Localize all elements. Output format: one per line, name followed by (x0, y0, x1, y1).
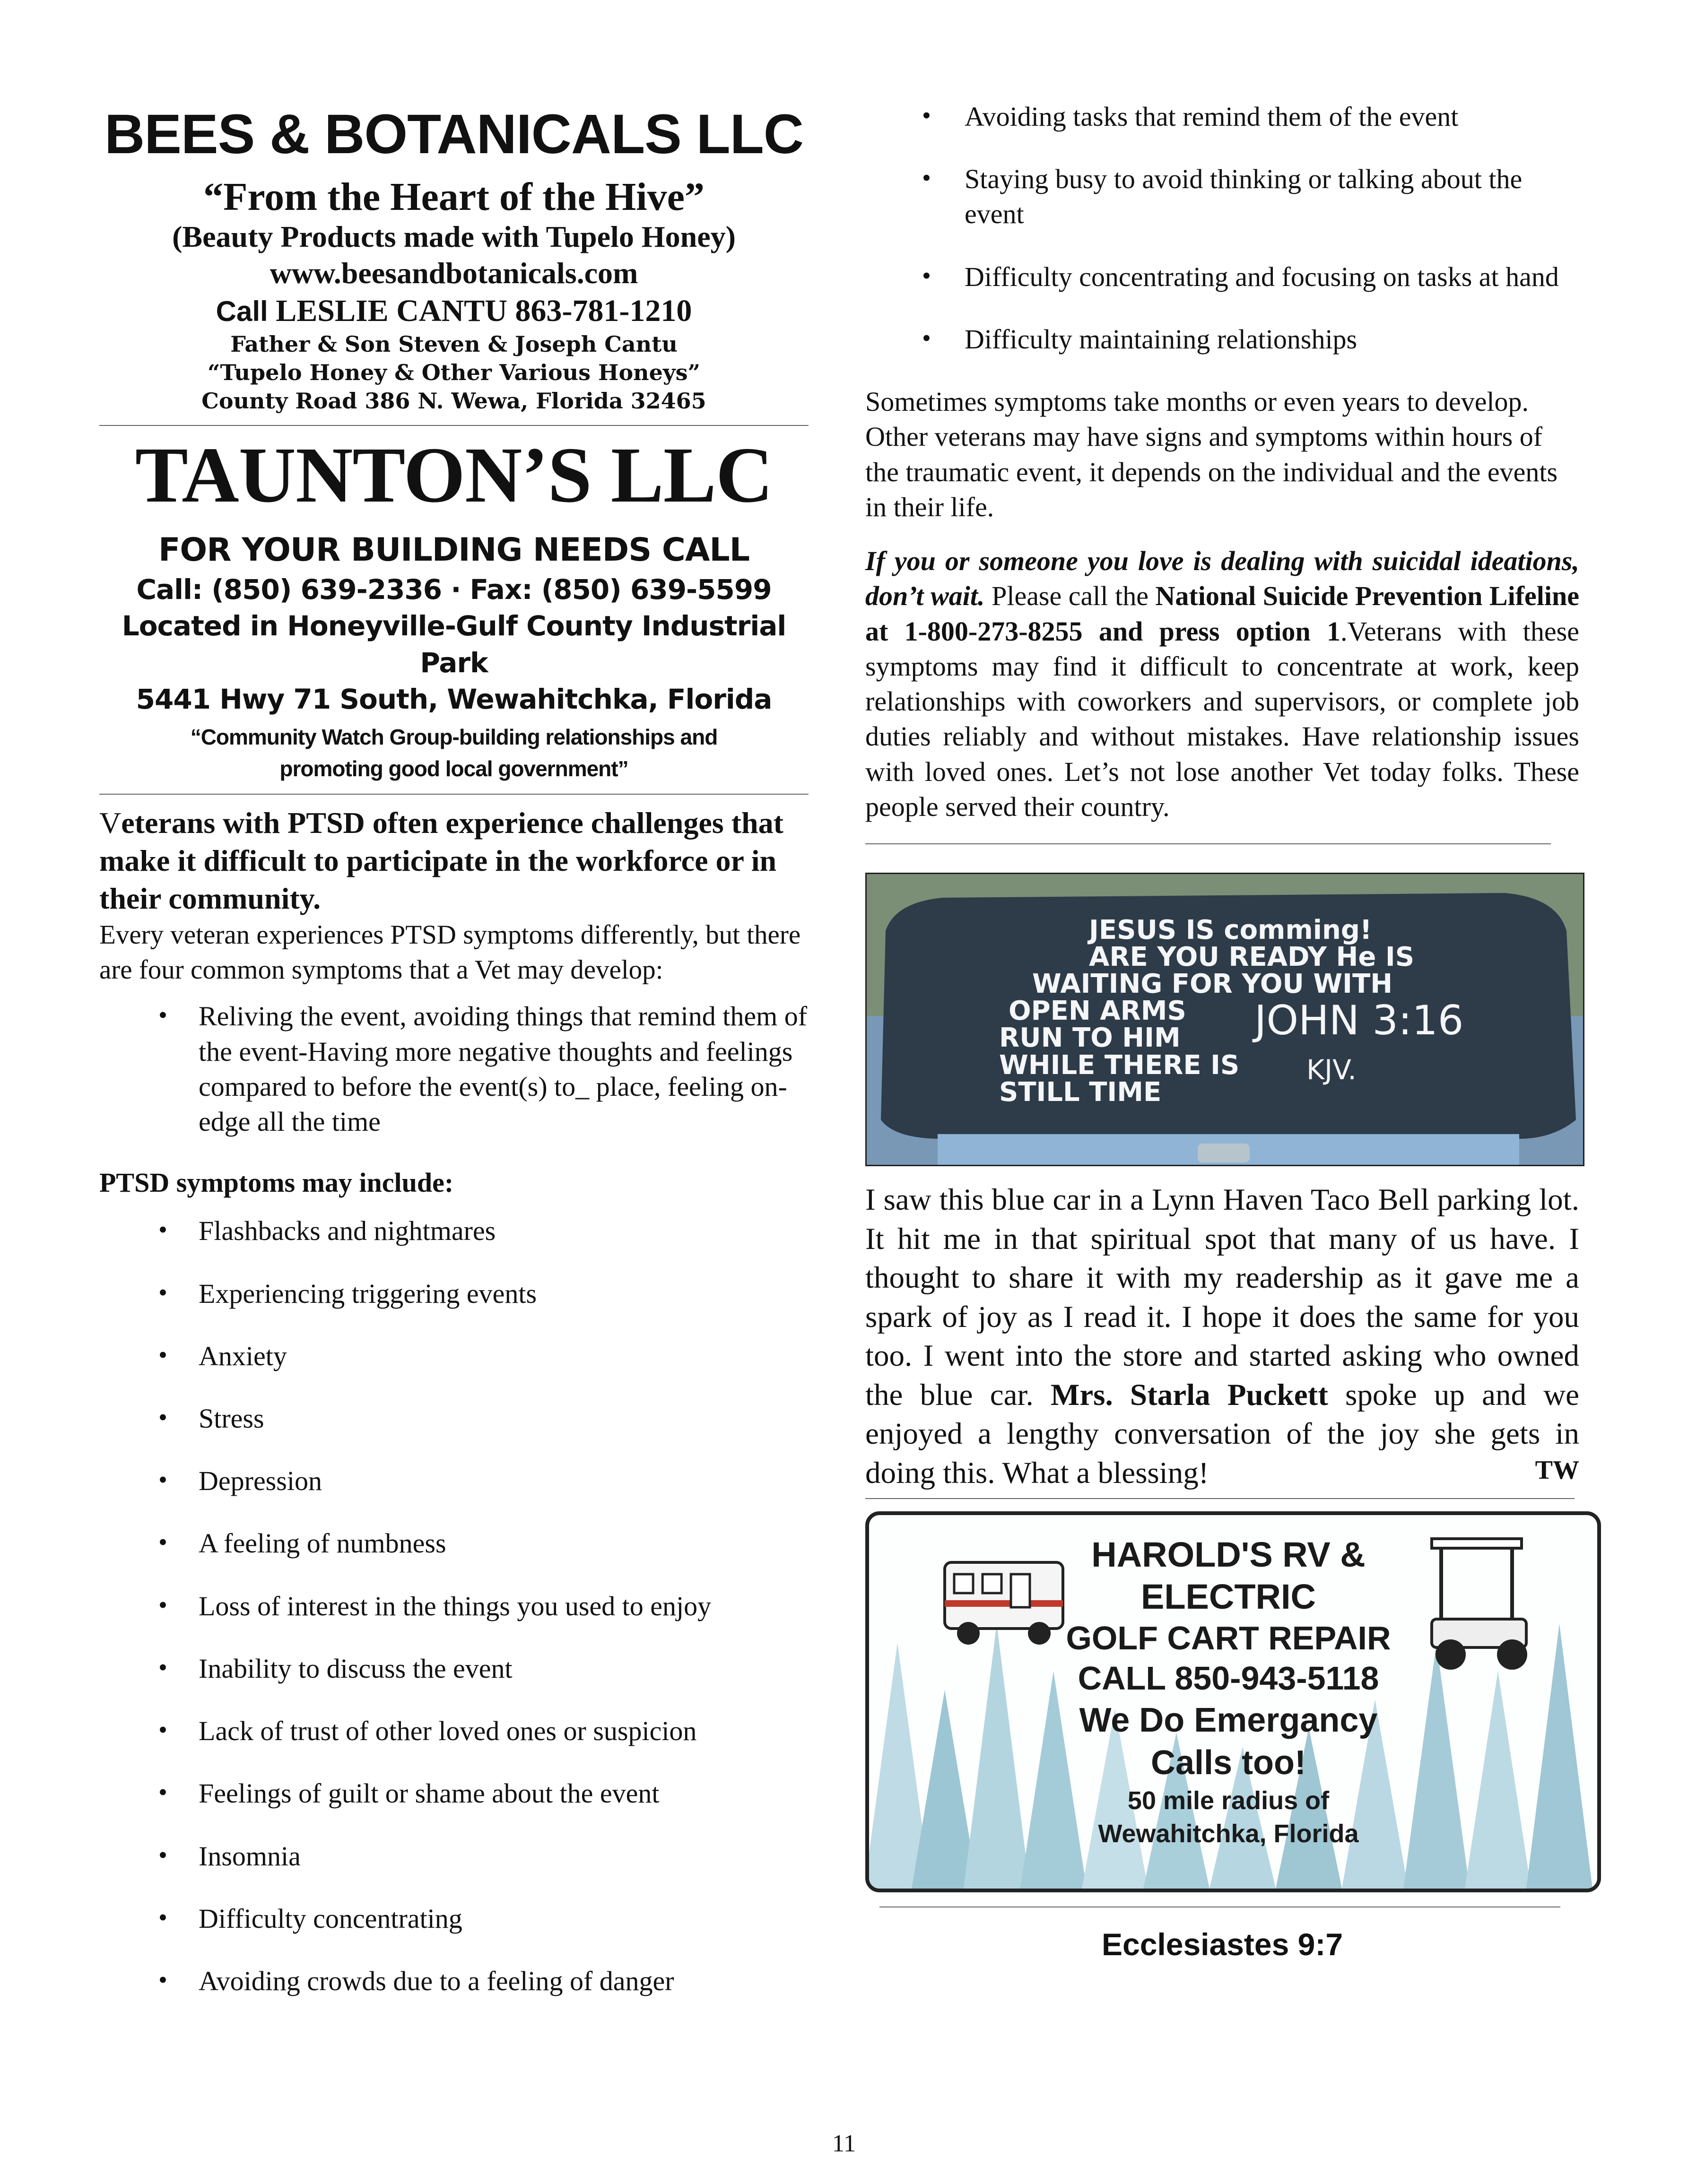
list-item: • Insomnia (99, 1839, 809, 1874)
list-item: • Difficulty concentrating (99, 1901, 809, 1936)
harold-ad-location: Wewahitchka, Florida (1098, 1819, 1359, 1848)
tauntons-ad-quote-line2: promoting good local government” (279, 756, 628, 781)
window-line: WHILE THERE IS (999, 1049, 1240, 1081)
harold-ad-text (1049, 1534, 1408, 1850)
list-item: • Reliving the event, avoiding things that remind them of the event-Having more negative thoughts and feelings compared to before the event(s) to_ place, feeling on-edge all the time (99, 999, 809, 1139)
harold-ad-service: GOLF CART REPAIR (1066, 1619, 1391, 1656)
divider (99, 794, 809, 795)
window-line: OPEN ARMS (1009, 996, 1186, 1027)
tauntons-ad-tagline: FOR YOUR BUILDING NEEDS CALL (158, 531, 750, 569)
bees-ad-website: www.beesandbotanicals.com (270, 256, 638, 290)
window-line: STILL TIME (999, 1076, 1162, 1108)
tauntons-ad-quote (99, 721, 809, 784)
window-line: ARE YOU READY He IS (1089, 942, 1415, 973)
suicide-paragraph (865, 544, 1579, 824)
article-intro: Every veteran experiences PTSD symptoms differently, but there are four common symptoms that a Vet may develop: (99, 920, 801, 985)
list-item: • Staying busy to avoid thinking or talking about the event (865, 162, 1579, 232)
tauntons-ad-name: TAUNTON’S LLC (135, 431, 773, 519)
list-item: • Avoiding crowds due to a feeling of danger (99, 1964, 809, 1999)
window-line: WAITING FOR YOU WITH (1032, 969, 1393, 1000)
headline-rest: eterans with PTSD often experience challenges that make it difficult to participate in the workforce or in their community. (99, 806, 783, 916)
bees-ad-address: County Road 386 N. Wewa, Florida 32465 (201, 388, 706, 414)
tauntons-ad-location: Located in Honeyville-Gulf County Industrial Park (122, 610, 786, 679)
harold-ad-emergency: We Do Emergancy Calls too! (1079, 1701, 1378, 1782)
list-item: • Inability to discuss the event (99, 1651, 809, 1686)
blue-car-photo (865, 873, 1584, 1166)
tree-decoration (1465, 1671, 1531, 1889)
article-headline (99, 804, 809, 918)
bees-ad-call-prefix: Call (216, 295, 268, 327)
harold-ad-name: HAROLD'S RV & ELECTRIC (1091, 1535, 1366, 1617)
list-item: • Lack of trust of other loved ones or suspicion (99, 1714, 809, 1749)
golf-cart-icon (1418, 1529, 1540, 1681)
timing-paragraph: Sometimes symptoms take months or even years to develop. Other veterans may have signs and symptoms within hours of the traumatic event, it depends on the individual and the events in their life. (865, 386, 1558, 522)
caption-initials: TW (1535, 1455, 1579, 1485)
window-version: KJV. (1306, 1053, 1357, 1086)
list-item: • Depression (99, 1464, 809, 1499)
headline-first-letter: V (99, 806, 122, 840)
bees-botanicals-ad (99, 103, 809, 416)
tauntons-ad-quote-line1: “Community Watch Group-building relationships and (190, 724, 718, 749)
ptsd-article (99, 804, 809, 1999)
verse-reference: Ecclesiastes 9:7 (1101, 1927, 1343, 1962)
tauntons-ad (99, 431, 809, 784)
bees-ad-name: BEES & BOTANICALS LLC (104, 103, 804, 165)
photo-caption (865, 1180, 1579, 1492)
divider (99, 425, 809, 426)
harolds-rv-ad (865, 1511, 1601, 1892)
tauntons-ad-phones: Call: (850) 639-2336 · Fax: (850) 639-5599 (136, 573, 772, 606)
harold-ad-phone: CALL 850-943-5118 (1078, 1660, 1379, 1697)
list-item: • Difficulty maintaining relationships (865, 322, 1579, 357)
list-item: • Loss of interest in the things you used to enjoy (99, 1589, 809, 1624)
tree-decoration (964, 1624, 1030, 1889)
suicide-please: Please call the (984, 581, 1156, 612)
symptoms-list-left (99, 1213, 809, 1999)
window-line: JESUS IS comming! (1089, 914, 1372, 945)
bees-ad-honeys: “Tupelo Honey & Other Various Honeys” (208, 360, 700, 386)
divider (865, 843, 1551, 844)
page-number: 11 (832, 2130, 856, 2157)
lifeline-number: National Suicide Prevention Lifeline at 1-800-273-8255 and press option 1 (865, 581, 1580, 647)
window-verse: JOHN 3:16 (1254, 997, 1464, 1044)
tauntons-ad-address: 5441 Hwy 71 South, Wewahitchka, Florida (136, 683, 772, 715)
suicide-rest: .Veterans with these symptoms may find it difficult to concentrate at work, keep relationships with coworkers and supervisors, or complete job duties reliably and without mistakes. Have relationship issues with loved ones. Let’s not lose another Vet today folks. These people served their country. (865, 615, 1579, 822)
list-item: • A feeling of numbness (99, 1526, 809, 1561)
bees-ad-slogan: “From the Heart of the Hive” (203, 175, 705, 219)
list-item: • Difficulty concentrating and focusing on tasks at hand (865, 260, 1579, 295)
bees-ad-call-contact: LESLIE CANTU 863-781-1210 (276, 293, 692, 328)
list-item: • Flashbacks and nightmares (99, 1213, 809, 1248)
window-line: RUN TO HIM (999, 1023, 1181, 1054)
right-column (865, 99, 1579, 1962)
common-symptoms-list (99, 999, 809, 1139)
harold-ad-radius: 50 mile radius of (1127, 1786, 1330, 1815)
bees-ad-call (99, 292, 809, 331)
list-item: • Avoiding tasks that remind them of the event (865, 99, 1579, 134)
list-item: • Stress (99, 1401, 809, 1436)
symptoms-heading: PTSD symptoms may include: (99, 1167, 454, 1198)
divider (865, 1498, 1575, 1499)
suicide-italic: If you or someone you love is dealing with suicidal ideations, don’t wait. (865, 546, 1579, 612)
bees-ad-family: Father & Son Steven & Joseph Cantu (230, 331, 678, 357)
caption-name: Mrs. Starla Puckett (1050, 1378, 1328, 1412)
list-item: • Feelings of guilt or shame about the event (99, 1776, 809, 1811)
bees-ad-products: (Beauty Products made with Tupelo Honey) (172, 220, 736, 254)
symptoms-list-right (865, 99, 1579, 357)
left-column (99, 103, 809, 2026)
caption-text-before: I saw this blue car in a Lynn Haven Taco Bell parking lot. It hit me in that spiritual spot that many of us have. I thought to share it with my readership as it gave me a spark of joy as I read it. I hope it does the same for you too. I went into the store and started asking who owned the blue car. (865, 1182, 1579, 1412)
list-item: • Anxiety (99, 1339, 809, 1374)
caption-text-after: spoke up and we enjoyed a lengthy conversation of the joy she gets in doing this. What a blessing! (865, 1378, 1579, 1490)
list-item: • Experiencing triggering events (99, 1276, 809, 1311)
